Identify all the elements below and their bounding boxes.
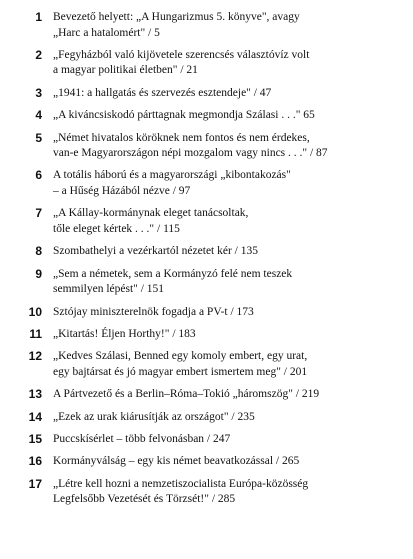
toc-entry (14, 48, 406, 79)
chapter-title-line: „Létre kell hozni a nemzetiszocialista Európa-közösség (53, 477, 309, 490)
toc-entry (14, 387, 406, 403)
chapter-title-line: „1941: a hallgatás és szervezés esztendeje" / 47 (53, 86, 272, 99)
chapter-title (53, 267, 406, 298)
toc-entry (14, 305, 406, 321)
chapter-title (53, 349, 406, 380)
chapter-title-line: Puccskísérlet – több felvonásban / 247 (53, 432, 231, 445)
chapter-number: 5 (35, 130, 42, 145)
chapter-title (53, 168, 406, 199)
toc-entry (14, 454, 406, 470)
chapter-title (53, 432, 406, 448)
chapter-number: 13 (28, 387, 42, 402)
toc-entry (14, 410, 406, 426)
chapter-title (53, 131, 406, 162)
table-of-contents (14, 10, 406, 515)
chapter-title-line: van-e Magyarországon népi mozgalom vagy nincs . . ." / 87 (53, 147, 328, 160)
toc-entry (14, 86, 406, 102)
toc-entry (14, 168, 406, 199)
chapter-title-line: „Német hivatalos köröknek nem fontos és nem érdekes, (53, 131, 310, 144)
chapter-number: 6 (35, 168, 42, 183)
chapter-title (53, 48, 406, 79)
chapter-number: 12 (28, 349, 42, 364)
chapter-title-line: Sztójay miniszterelnök fogadja a PV-t / 173 (53, 305, 254, 318)
chapter-title-line: Legfelsőbb Vezetését és Törzsét!" / 285 (53, 493, 236, 506)
chapter-title-line: „Fegyházból való kijövetele szerencsés választóvíz volt (53, 48, 310, 61)
chapter-number: 11 (29, 326, 42, 341)
chapter-number: 16 (28, 454, 42, 469)
chapter-number: 1 (35, 10, 42, 24)
chapter-title-line: Szombathelyi a vezérkartól nézetet kér / 135 (53, 245, 258, 258)
chapter-title (53, 10, 406, 41)
chapter-title-line: semmilyen lépést" / 151 (53, 283, 165, 296)
toc-entry (14, 131, 406, 162)
chapter-title-line: a magyar politikai életben" / 21 (53, 64, 198, 77)
chapter-title-line: A Pártvezető és a Berlin–Róma–Tokió „háromszög" / 219 (53, 388, 320, 401)
chapter-title (53, 206, 406, 237)
toc-entry (14, 10, 406, 41)
toc-entry (14, 327, 406, 343)
chapter-number: 4 (35, 108, 42, 123)
chapter-title-line: – a Hűség Házából nézve / 97 (53, 184, 191, 197)
chapter-number: 14 (28, 409, 42, 424)
chapter-number: 15 (28, 431, 42, 446)
toc-entry (14, 244, 406, 260)
chapter-title-line: Kormányválság – egy kis német beavatkozással / 265 (53, 455, 300, 468)
chapter-title (53, 305, 406, 321)
toc-entry (14, 432, 406, 448)
chapter-title (53, 327, 406, 343)
chapter-title (53, 387, 406, 403)
chapter-title-line: egy bajtársat és jó magyar embert ismertem meg" / 201 (53, 365, 308, 378)
chapter-title-line: A totális háború és a magyarországi „kibontakozás" (53, 169, 291, 182)
chapter-title-line: tőle eleget kértek . . ." / 115 (53, 222, 180, 235)
chapter-title (53, 410, 406, 426)
chapter-title-line: „Ezek az urak kiárusítják az országot" / 235 (53, 410, 255, 423)
chapter-title-line: „Harc a hatalomért" / 5 (53, 26, 160, 39)
chapter-title-line: „Kitartás! Éljen Horthy!" / 183 (53, 327, 196, 340)
toc-entry (14, 206, 406, 237)
chapter-number: 2 (35, 47, 42, 62)
toc-entry (14, 477, 406, 508)
chapter-number: 10 (28, 304, 42, 319)
chapter-title-line: „Sem a németek, sem a Kormányzó felé nem teszek (53, 267, 293, 280)
chapter-title (53, 86, 406, 102)
toc-entry (14, 267, 406, 298)
chapter-title (53, 108, 406, 124)
chapter-number: 8 (35, 244, 42, 259)
chapter-title (53, 454, 406, 470)
chapter-number: 3 (35, 85, 42, 100)
chapter-title (53, 477, 406, 508)
chapter-number: 9 (35, 266, 42, 281)
chapter-number: 17 (28, 476, 42, 491)
toc-entry (14, 349, 406, 380)
chapter-title-line: „A kiváncsiskodó párttagnak megmondja Szálasi . . ." 65 (53, 109, 315, 122)
chapter-title-line: Bevezető helyett: „A Hungarizmus 5. könyve", avagy (53, 11, 300, 23)
toc-entry (14, 108, 406, 124)
chapter-title (53, 244, 406, 260)
chapter-number: 7 (35, 206, 42, 221)
chapter-title-line: „Kedves Szálasi, Benned egy komoly embert, egy urat, (53, 350, 308, 363)
chapter-title-line: „A Kállay-kormánynak eleget tanácsoltak, (53, 207, 249, 220)
